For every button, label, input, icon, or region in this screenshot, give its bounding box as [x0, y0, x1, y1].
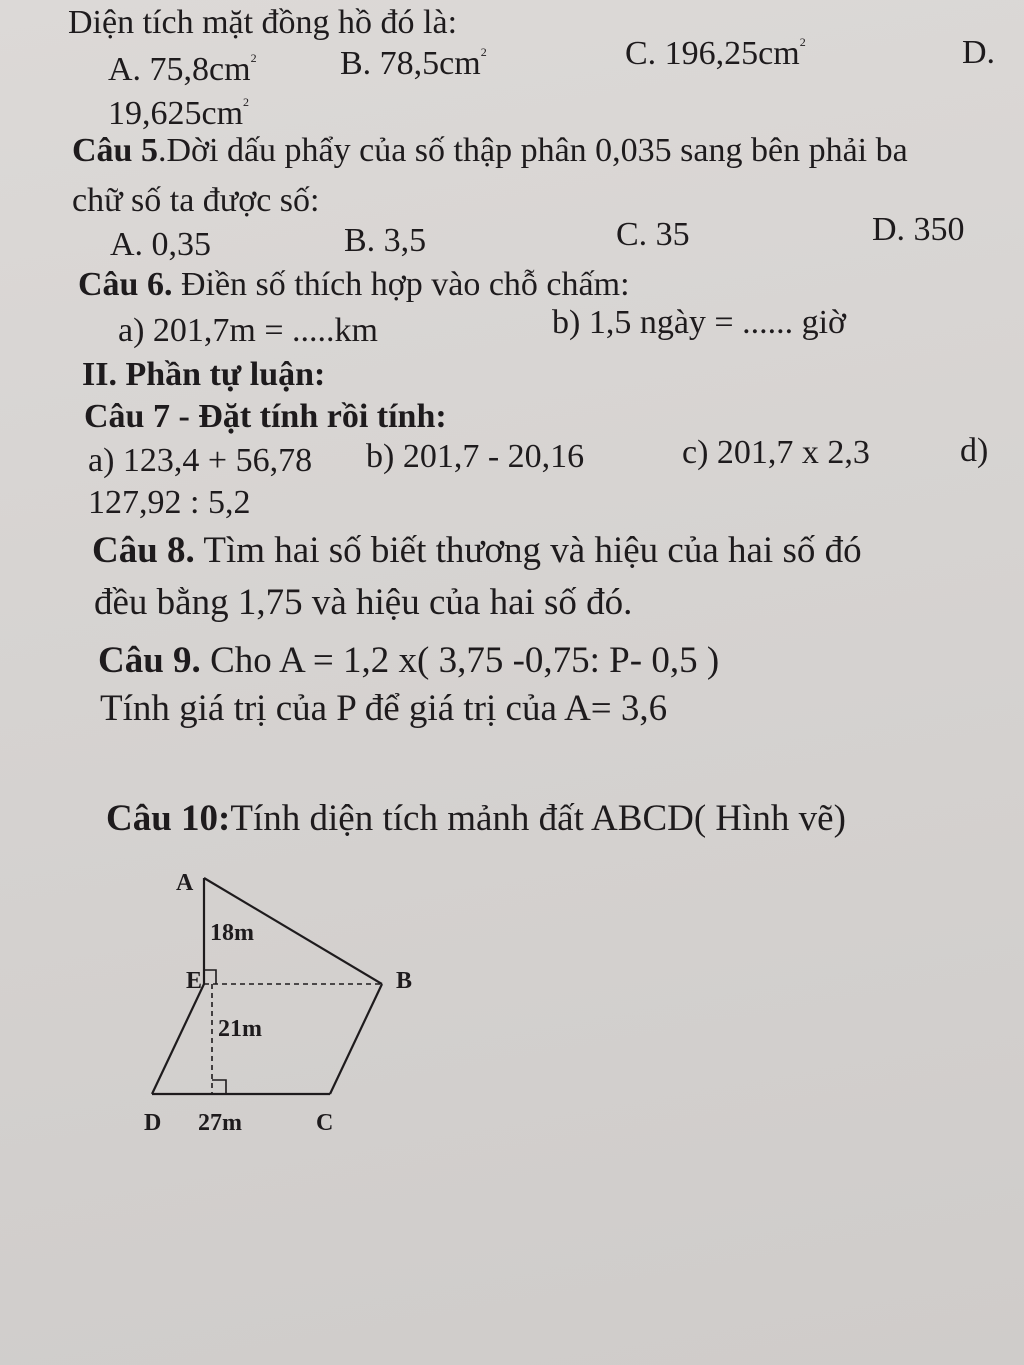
q4-option-d-value [108, 96, 249, 131]
q7-part-a: a) 123,4 + 56,78 [88, 442, 313, 479]
segment-de [152, 984, 204, 1094]
q5-stem-line1 [72, 134, 908, 168]
q4-option-a-sup: 2 [250, 51, 257, 65]
q7-part-c: c) 201,7 x 2,3 [682, 434, 870, 471]
q4-option-b-text: B. 78,5cm [340, 45, 481, 82]
q4-option-d-value-text: 19,625cm [108, 95, 244, 132]
q9-stem-line1 [98, 642, 719, 679]
q4-option-a-text: A. 75,8cm [108, 51, 251, 88]
q4-option-c-text: C. 196,25cm [625, 35, 800, 72]
q9-label: Câu 9. [98, 640, 201, 681]
q10-label: Câu 10: [106, 798, 231, 839]
q8-label: Câu 8. [92, 530, 195, 571]
q6-stem-text: Điền số thích hợp vào chỗ chấm: [172, 266, 630, 303]
q5-option-b: B. 3,5 [344, 222, 427, 259]
q10-stem-text: Tính diện tích mảnh đất ABCD( Hình vẽ) [230, 798, 846, 839]
q6-stem [78, 268, 630, 302]
q4-option-a [108, 52, 257, 87]
segment-bc [330, 984, 382, 1094]
q7-part-d-value: 127,92 : 5,2 [88, 484, 251, 521]
q4-option-b [340, 46, 487, 81]
label-point-e: E [186, 968, 203, 994]
q4-stem: Diện tích mặt đồng hồ đó là: [68, 4, 458, 41]
q4-option-d-value-sup: 2 [243, 95, 250, 109]
q5-stem-text: .Dời dấu phẩy của số thập phân 0,035 sang bên phải ba [157, 132, 908, 169]
right-angle-mark-e [204, 970, 216, 984]
q8-stem-text: Tìm hai số biết thương và hiệu của hai số đó [194, 530, 862, 571]
label-length-ae: 18m [210, 920, 254, 946]
q4-option-c [625, 36, 806, 71]
label-point-a: A [176, 870, 194, 896]
q6-part-a: a) 201,7m = .....km [118, 312, 378, 349]
label-length-height: 21m [218, 1016, 262, 1042]
q8-stem-line1 [92, 532, 862, 569]
trapezoid-figure [130, 862, 440, 1152]
section-2-title: II. Phần tự luận: [82, 356, 326, 393]
q4-option-b-sup: 2 [480, 45, 487, 59]
q7-label: Câu 7 - Đặt tính rồi tính: [84, 398, 447, 435]
q9-stem-text: Cho A = 1,2 x( 3,75 -0,75: P- 0,5 ) [200, 640, 720, 681]
q9-stem-line2: Tính giá trị của P để giá trị của A= 3,6 [100, 688, 668, 729]
label-point-d: D [144, 1110, 162, 1136]
label-length-dc: 27m [198, 1110, 242, 1136]
q10-stem [106, 800, 846, 837]
right-angle-mark-foot [212, 1080, 226, 1094]
q4-option-c-sup: 2 [799, 35, 806, 49]
q8-stem-line2: đều bằng 1,75 và hiệu của hai số đó. [94, 582, 633, 623]
q5-label: Câu 5 [72, 132, 158, 169]
q7-part-d: d) [960, 432, 989, 469]
label-point-c: C [316, 1110, 334, 1136]
q6-label: Câu 6. [78, 266, 173, 303]
q7-part-b: b) 201,7 - 20,16 [366, 438, 585, 475]
q6-part-b: b) 1,5 ngày = ...... giờ [552, 304, 847, 341]
q5-option-d: D. 350 [872, 211, 965, 248]
q5-stem-line2: chữ số ta được số: [72, 182, 320, 219]
label-point-b: B [396, 968, 413, 994]
q5-option-a: A. 0,35 [110, 226, 212, 263]
q4-option-d: D. [962, 34, 996, 71]
q5-option-c: C. 35 [616, 216, 690, 253]
